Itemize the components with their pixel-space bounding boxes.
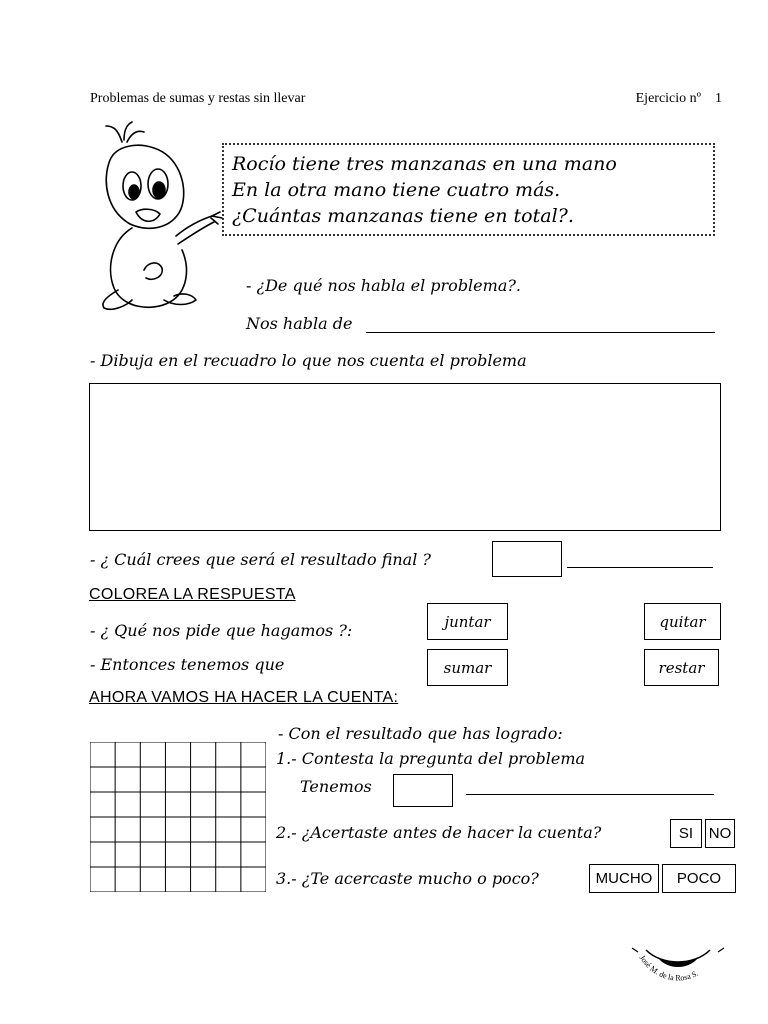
nos-habla-label: Nos habla de — [246, 314, 353, 333]
question-que-hacer: - ¿ Qué nos pide que hagamos ?: — [90, 621, 353, 640]
svg-text:José M. de la Rosa S. — [638, 954, 700, 983]
question-entonces: - Entonces tenemos que — [90, 655, 285, 674]
drawing-area[interactable] — [89, 383, 721, 531]
option-mucho[interactable]: MUCHO — [589, 864, 659, 893]
question-resultado: - ¿ Cuál crees que será el resultado final ? — [90, 550, 431, 569]
option-no[interactable]: NO — [705, 819, 735, 848]
question-contesta: 1.- Contesta la pregunta del problema — [276, 749, 586, 768]
draw-instruction: - Dibuja en el recuadro lo que nos cuenta el problema — [90, 351, 527, 370]
calculation-grid[interactable] — [90, 742, 266, 892]
nos-habla-answer-line[interactable] — [366, 332, 715, 333]
problem-line: Rocío tiene tres manzanas en una mano — [232, 153, 617, 175]
option-restar[interactable]: restar — [644, 649, 719, 686]
option-juntar[interactable]: juntar — [427, 603, 508, 640]
question-acercaste: 3.- ¿Te acercaste mucho o poco? — [276, 869, 539, 888]
logo-text: José M. de la Rosa S. — [637, 953, 700, 983]
author-logo — [628, 938, 728, 998]
cartoon-bird-illustration — [92, 120, 232, 320]
tenemos-answer-box[interactable] — [393, 774, 453, 807]
guess-answer-box[interactable] — [492, 541, 562, 577]
option-poco[interactable]: POCO — [662, 864, 736, 893]
option-si[interactable]: SI — [670, 819, 702, 848]
option-quitar[interactable]: quitar — [644, 603, 721, 640]
problem-line: ¿Cuántas manzanas tiene en total?. — [232, 205, 574, 227]
colorea-heading: COLOREA LA RESPUESTA — [89, 586, 296, 603]
problem-statement-box — [222, 143, 715, 236]
ahora-heading: AHORA VAMOS HA HACER LA CUENTA: — [89, 689, 399, 706]
option-sumar[interactable]: sumar — [427, 649, 508, 686]
question-habla: - ¿De qué nos habla el problema?. — [246, 276, 522, 295]
tenemos-answer-line[interactable] — [466, 794, 714, 795]
question-acertaste: 2.- ¿Acertaste antes de hacer la cuenta? — [276, 823, 602, 842]
worksheet-title: Problemas de sumas y restas sin llevar — [90, 91, 306, 106]
problem-line: En la otra mano tiene cuatro más. — [232, 179, 561, 201]
exercise-number: Ejercicio nº 1 — [635, 91, 722, 106]
tenemos-label: Tenemos — [300, 777, 372, 796]
con-resultado-text: - Con el resultado que has logrado: — [278, 724, 563, 743]
guess-answer-line[interactable] — [567, 567, 713, 568]
